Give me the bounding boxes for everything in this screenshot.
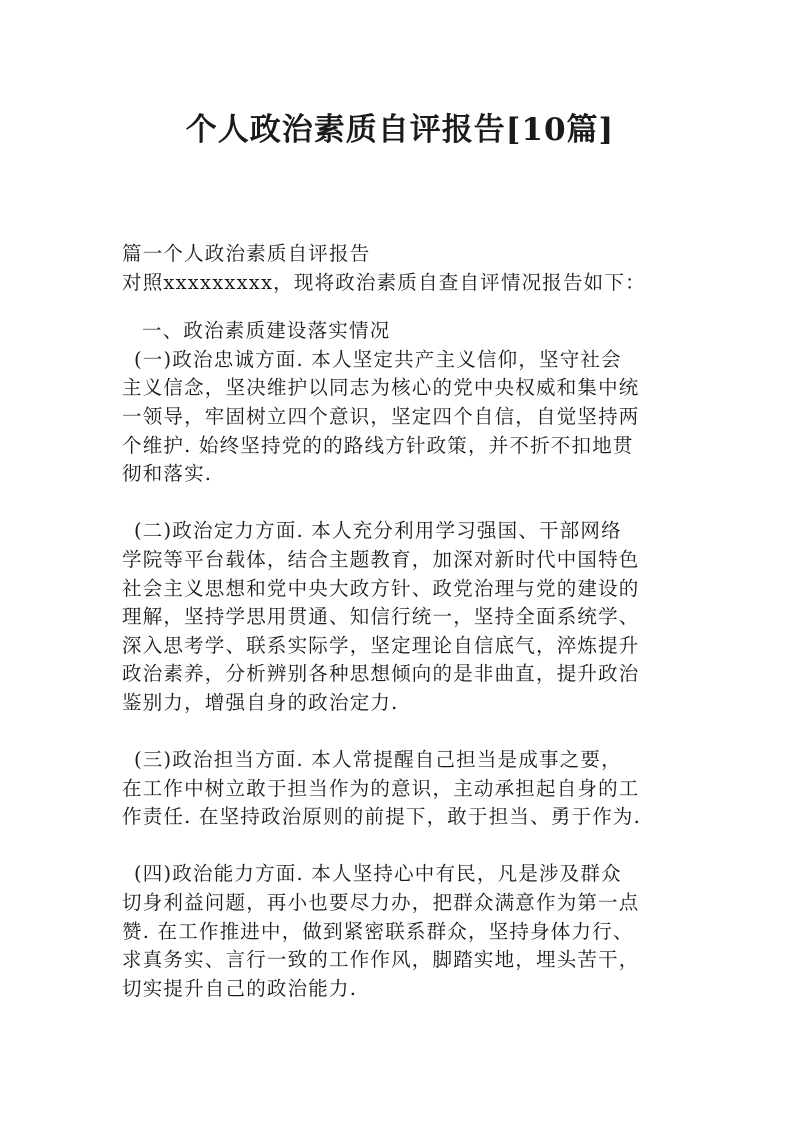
paragraph-line: 学院等平台载体，结合主题教育，加深对新时代中国特色 <box>122 547 640 571</box>
spacer <box>122 489 670 518</box>
paragraph-political-steadiness <box>122 517 670 717</box>
paragraph-line: 在工作中树立敢于担当作为的意识，主动承担起自身的工 <box>122 776 640 800</box>
spacer <box>122 718 670 747</box>
document-title: 个人政治素质自评报告[10篇] <box>185 112 615 148</box>
paragraph-line: 政治素养，分析辨别各种思想倾向的是非曲直，提升政治 <box>122 662 640 686</box>
paragraph-line: 切实提升自己的政治能力. <box>122 976 358 1000</box>
section-heading: 篇一个人政治素质自评报告 <box>122 242 371 265</box>
paragraph-political-responsibility <box>122 746 670 832</box>
paragraph-political-loyalty <box>122 346 670 489</box>
intro-line: 对照xxxxxxxxx，现将政治素质自查自评情况报告如下： <box>122 270 646 294</box>
paragraph-line: 个维护. 始终坚持党的的路线方针政策，并不折不扣地贯 <box>122 433 634 457</box>
paragraph-line: 主义信念，坚决维护以同志为核心的党中央权威和集中统 <box>122 376 640 400</box>
paragraph-political-ability <box>122 860 670 1003</box>
paragraph-line: (二)政治定力方面. 本人充分利用学习强国、干部网络 <box>134 519 622 543</box>
spacer <box>122 832 670 861</box>
part-heading: 一、政治素质建设落实情况 <box>142 319 391 343</box>
paragraph-line: 深入思考学、联系实际学，坚定理论自信底气，淬炼提升 <box>122 633 640 657</box>
paragraph-line: 鉴别力，增强自身的政治定力. <box>122 690 399 714</box>
paragraph-line: 理解，坚持学思用贯通、知信行统一，坚持全面系统学、 <box>122 605 640 629</box>
paragraph-line: (四)政治能力方面. 本人坚持心中有民，凡是涉及群众 <box>134 862 622 886</box>
paragraph-line: (一)政治忠诚方面. 本人坚定共产主义信仰，坚守社会 <box>134 347 622 371</box>
paragraph-line: 社会主义思想和党中央大政方针、政党治理与党的建设的 <box>122 576 640 600</box>
paragraph-line: 切身利益问题，再小也要尽力办，把群众满意作为第一点 <box>122 891 640 915</box>
paragraph-line: 求真务实、言行一致的工作作风，脚踏实地，埋头苦干， <box>122 948 640 972</box>
paragraph-line: 一领导，牢固树立四个意识，坚定四个自信，自觉坚持两 <box>122 404 640 428</box>
paragraph-line: 赞. 在工作推进中，做到紧密联系群众，坚持身体力行、 <box>122 919 634 943</box>
paragraph-line: (三)政治担当方面. 本人常提醒自己担当是成事之要， <box>134 748 622 772</box>
document-body <box>122 240 670 1003</box>
paragraph-line: 彻和落实. <box>122 462 213 486</box>
paragraph-line: 作责任. 在坚持政治原则的前提下，敢于担当、勇于作为. <box>122 805 641 829</box>
spacer <box>122 297 670 317</box>
